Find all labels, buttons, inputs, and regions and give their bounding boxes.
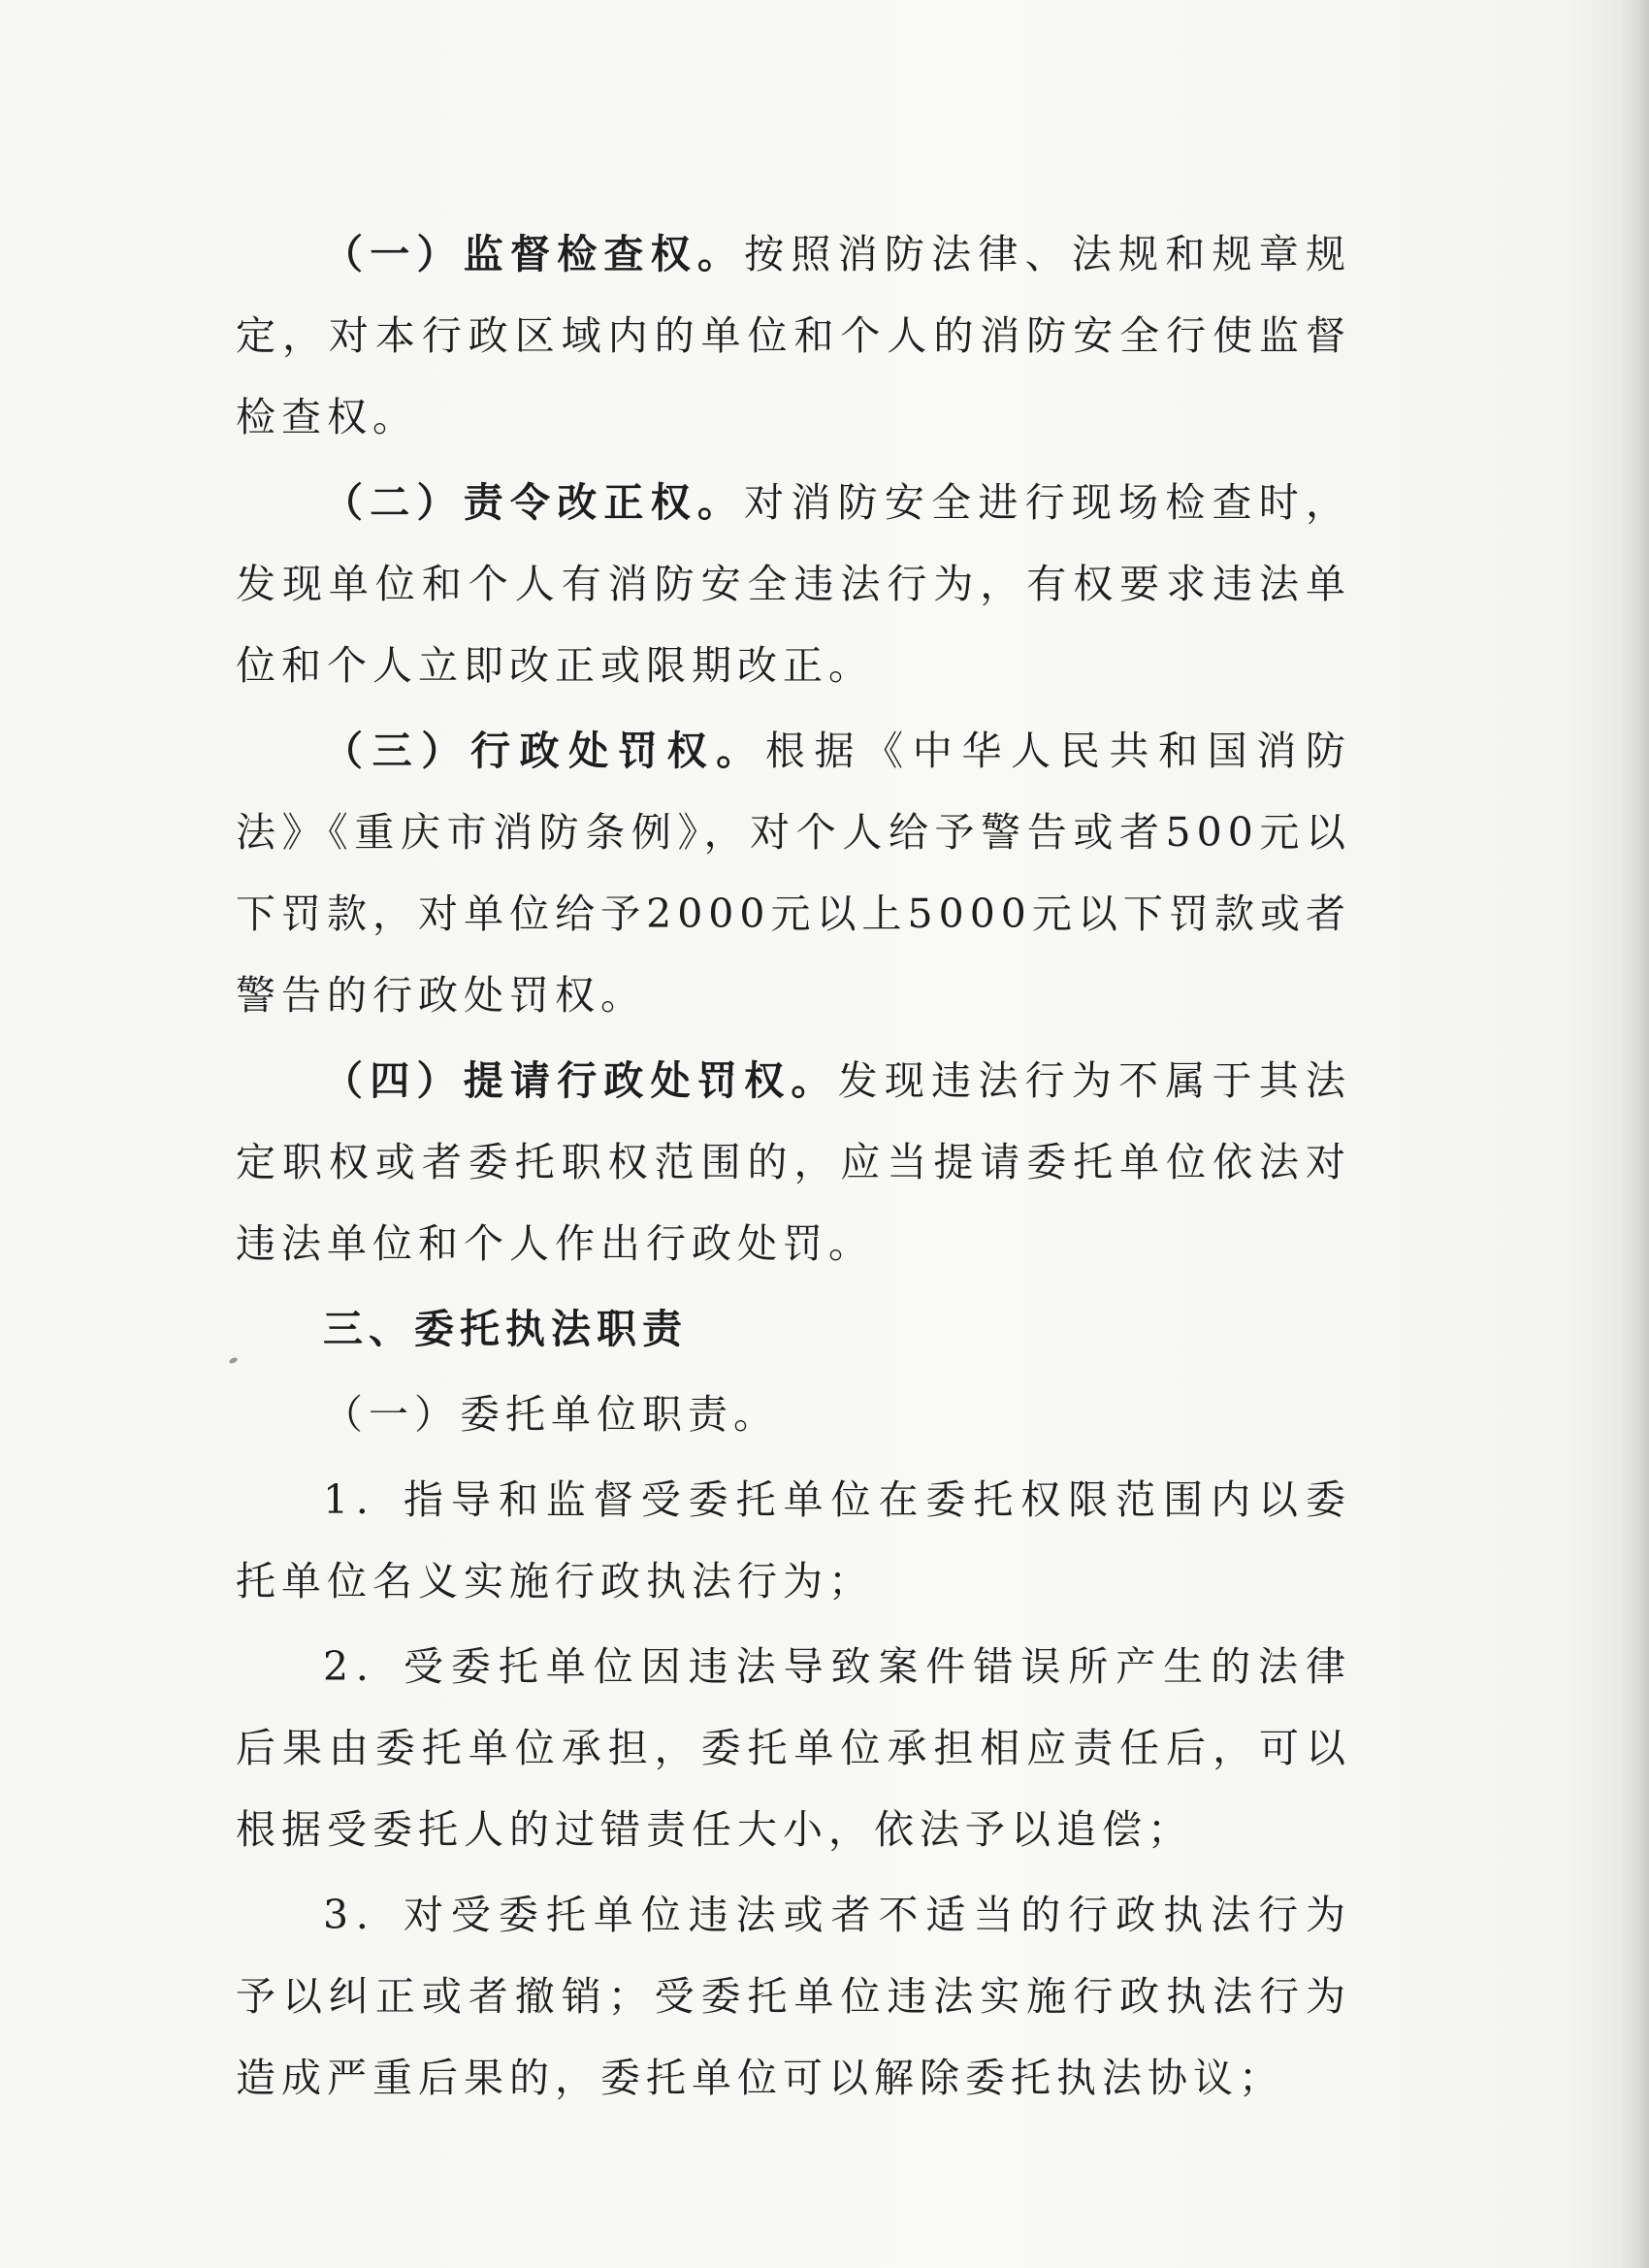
paragraph-request-penalty: [236, 1040, 1351, 1284]
paragraph-order-correction: [236, 462, 1351, 706]
list-item: 2．受委托单位因违法导致案件错误所产生的法律后果由委托单位承担，委托单位承担相应责任后，可以根据受委托人的过错责任大小，依法予以追偿；: [236, 1643, 1351, 1853]
paragraph-text: 按照消防法律、法规和规章规定，对本行政区域内的单位和个人的消防安全行使监督检查权。: [236, 231, 1352, 440]
page-edge-shadow: [1620, 0, 1649, 2268]
paragraph-text: 根据《中华人民共和国消防法》《重庆市消防条例》，对个人给予警告或者500元以下罚款，对单位给予2000元以上5000元以下罚款或者警告的行政处罚权。: [236, 728, 1352, 1019]
paragraph-lead: （二）责令改正权。: [323, 479, 745, 526]
paragraph-text: 发现违法行为不属于其法定职权或者委托职权范围的，应当提请委托单位依法对违法单位和个人作出行政处罚。: [236, 1057, 1352, 1267]
paragraph-administrative-penalty: [236, 710, 1351, 1036]
paragraph-lead: （四）提请行政处罚权。: [323, 1057, 838, 1104]
paragraph-lead: （三）行政处罚权。: [323, 728, 765, 774]
list-item: 3．对受委托单位违法或者不适当的行政执法行为予以纠正或者撤销；受委托单位违法实施行政执法行为造成严重后果的，委托单位可以解除委托执法协议；: [236, 1892, 1351, 2101]
paragraph-supervision-inspection: [236, 213, 1351, 458]
subsection-heading: （一）委托单位职责。: [323, 1391, 779, 1438]
document-body: [236, 213, 1351, 2119]
list-item: 1．指导和监督受委托单位在委托权限范围内以委托单位名义实施行政执法行为；: [236, 1476, 1351, 1604]
paragraph-lead: （一）监督检查权。: [323, 231, 745, 277]
section-heading: 三、委托执法职责: [323, 1306, 688, 1352]
paragraph-text: 对消防安全进行现场检查时，发现单位和个人有消防安全违法行为，有权要求违法单位和个人立即改正或限期改正。: [236, 479, 1352, 689]
